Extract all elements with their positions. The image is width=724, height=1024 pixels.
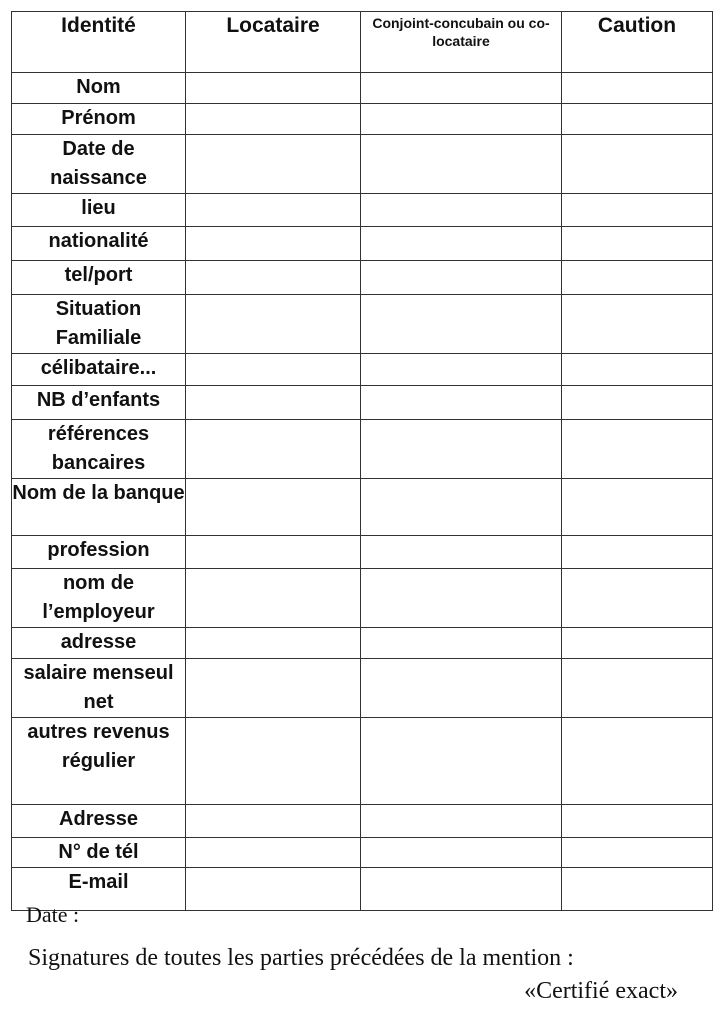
caution-cell[interactable]	[562, 194, 713, 227]
row-label: tel/port	[12, 261, 186, 295]
table-row	[12, 227, 713, 261]
date-label: Date :	[26, 902, 80, 927]
row-label: Prénom	[12, 104, 186, 135]
locataire-cell[interactable]	[186, 420, 361, 479]
conjoint-cell[interactable]	[361, 227, 562, 261]
caution-cell[interactable]	[562, 838, 713, 868]
locataire-cell[interactable]	[186, 194, 361, 227]
conjoint-cell[interactable]	[361, 73, 562, 104]
caution-cell[interactable]	[562, 569, 713, 628]
conjoint-cell[interactable]	[361, 805, 562, 838]
conjoint-cell[interactable]	[361, 718, 562, 805]
table-row	[12, 73, 713, 104]
table-row	[12, 479, 713, 536]
caution-cell[interactable]	[562, 479, 713, 536]
row-label: Date de naissance	[12, 135, 186, 194]
locataire-cell[interactable]	[186, 659, 361, 718]
row-label: Nom de la banque	[12, 479, 186, 536]
locataire-cell[interactable]	[186, 805, 361, 838]
conjoint-cell[interactable]	[361, 295, 562, 354]
table-row	[12, 261, 713, 295]
caution-cell[interactable]	[562, 718, 713, 805]
table-row	[12, 659, 713, 718]
row-label: Situation Familiale	[12, 295, 186, 354]
caution-cell[interactable]	[562, 104, 713, 135]
header-row	[12, 12, 713, 73]
caution-cell[interactable]	[562, 805, 713, 838]
row-label: profession	[12, 536, 186, 569]
row-label: E-mail	[12, 868, 186, 911]
row-label: lieu	[12, 194, 186, 227]
table-row	[12, 386, 713, 420]
table-row	[12, 295, 713, 354]
caution-cell[interactable]	[562, 295, 713, 354]
row-label: nom de l’employeur	[12, 569, 186, 628]
table-row	[12, 868, 713, 911]
certification-mention: «Certifié exact»	[524, 978, 678, 1004]
locataire-cell[interactable]	[186, 569, 361, 628]
row-label: autres revenus régulier	[12, 718, 186, 805]
signature-instruction: Signatures de toutes les parties précédées de la mention :	[28, 945, 574, 971]
row-label: références bancaires	[12, 420, 186, 479]
conjoint-cell[interactable]	[361, 104, 562, 135]
identity-form-table	[11, 11, 713, 911]
locataire-cell[interactable]	[186, 628, 361, 659]
row-label: Nom	[12, 73, 186, 104]
locataire-cell[interactable]	[186, 536, 361, 569]
header-caution: Caution	[562, 12, 713, 73]
locataire-cell[interactable]	[186, 386, 361, 420]
conjoint-cell[interactable]	[361, 261, 562, 295]
caution-cell[interactable]	[562, 73, 713, 104]
caution-cell[interactable]	[562, 628, 713, 659]
conjoint-cell[interactable]	[361, 479, 562, 536]
caution-cell[interactable]	[562, 354, 713, 386]
locataire-cell[interactable]	[186, 354, 361, 386]
table-row	[12, 194, 713, 227]
row-label: Adresse	[12, 805, 186, 838]
conjoint-cell[interactable]	[361, 135, 562, 194]
table-row	[12, 569, 713, 628]
locataire-cell[interactable]	[186, 73, 361, 104]
header-conjoint: Conjoint-concubain ou co-locataire	[361, 12, 562, 73]
form-body	[12, 73, 713, 911]
header-locataire: Locataire	[186, 12, 361, 73]
row-label: NB d’enfants	[12, 386, 186, 420]
row-label: N° de tél	[12, 838, 186, 868]
conjoint-cell[interactable]	[361, 536, 562, 569]
table-row	[12, 718, 713, 805]
caution-cell[interactable]	[562, 659, 713, 718]
table-row	[12, 420, 713, 479]
row-label: nationalité	[12, 227, 186, 261]
caution-cell[interactable]	[562, 135, 713, 194]
locataire-cell[interactable]	[186, 261, 361, 295]
table-row	[12, 805, 713, 838]
caution-cell[interactable]	[562, 386, 713, 420]
locataire-cell[interactable]	[186, 295, 361, 354]
locataire-cell[interactable]	[186, 227, 361, 261]
table-row	[12, 135, 713, 194]
conjoint-cell[interactable]	[361, 868, 562, 911]
table-row	[12, 628, 713, 659]
conjoint-cell[interactable]	[361, 354, 562, 386]
conjoint-cell[interactable]	[361, 628, 562, 659]
caution-cell[interactable]	[562, 868, 713, 911]
table-row	[12, 838, 713, 868]
row-label: salaire menseul net	[12, 659, 186, 718]
table-row	[12, 536, 713, 569]
caution-cell[interactable]	[562, 261, 713, 295]
header-identite: Identité	[12, 12, 186, 73]
conjoint-cell[interactable]	[361, 659, 562, 718]
locataire-cell[interactable]	[186, 135, 361, 194]
table-row	[12, 354, 713, 386]
row-label: célibataire...	[12, 354, 186, 386]
conjoint-cell[interactable]	[361, 569, 562, 628]
locataire-cell[interactable]	[186, 104, 361, 135]
conjoint-cell[interactable]	[361, 386, 562, 420]
caution-cell[interactable]	[562, 420, 713, 479]
caution-cell[interactable]	[562, 536, 713, 569]
conjoint-cell[interactable]	[361, 420, 562, 479]
locataire-cell[interactable]	[186, 718, 361, 805]
conjoint-cell[interactable]	[361, 194, 562, 227]
conjoint-cell[interactable]	[361, 838, 562, 868]
row-label: adresse	[12, 628, 186, 659]
table-row	[12, 104, 713, 135]
locataire-cell[interactable]	[186, 868, 361, 911]
caution-cell[interactable]	[562, 227, 713, 261]
locataire-cell[interactable]	[186, 838, 361, 868]
locataire-cell[interactable]	[186, 479, 361, 536]
